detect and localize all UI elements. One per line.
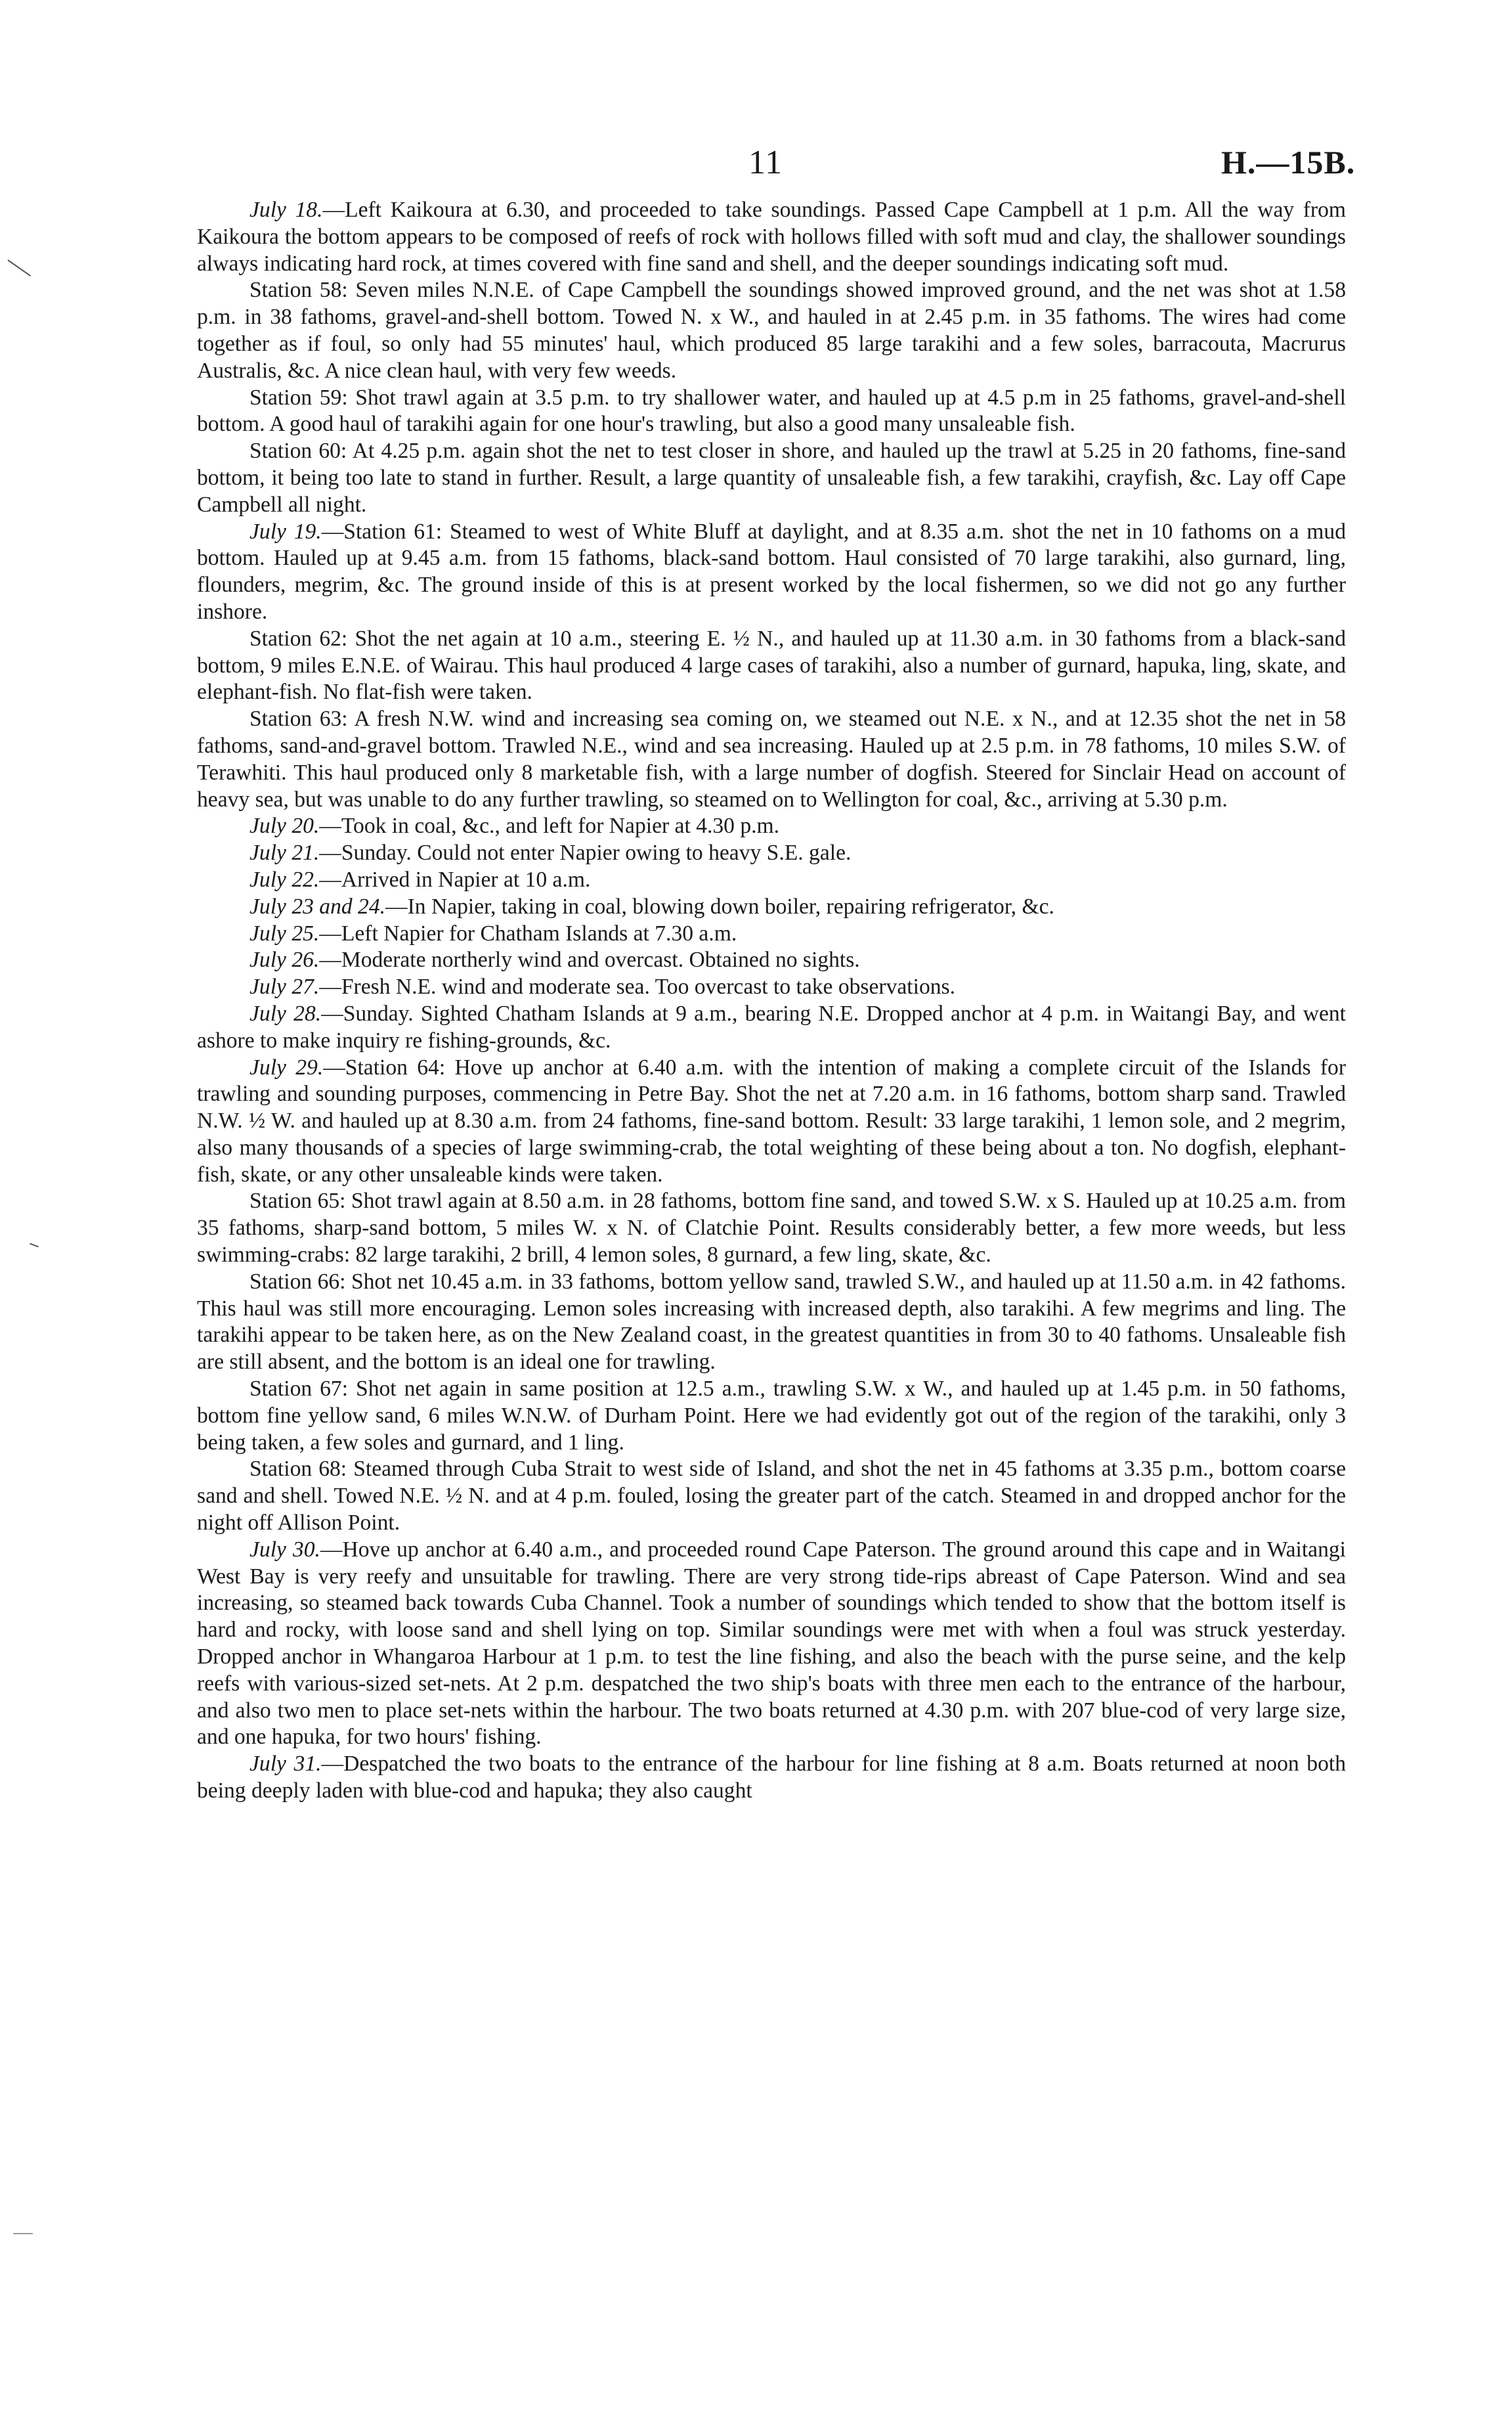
entry-text: —Sunday. Sighted Chatham Islands at 9 a.m., bearing N.E. Dropped anchor at 4 p.m. in Waitangi Bay, and went ashore to make inquiry re fishing-grounds, &c. xyxy=(197,1001,1347,1053)
entry-text: Station 68: Steamed through Cuba Strait to west side of Island, and shot the net in 45 fathoms at 3.35 p.m., bottom coarse sand and shell. Towed N.E. ½ N. and at 4 p.m. fouled, losing the greater part of the catch. Steamed in and dropped anchor for the night off Allison Point. xyxy=(197,1457,1346,1535)
paragraph xyxy=(197,277,1346,384)
entry-date: July 27. xyxy=(249,975,320,1000)
document-reference: H.—15B. xyxy=(1221,144,1356,181)
entry-date: July 18. xyxy=(249,198,323,222)
paragraph xyxy=(197,1055,1346,1189)
margin-mark xyxy=(13,2233,33,2234)
entry-text: Station 60: At 4.25 p.m. again shot the net to test closer in shore, and hauled up the trawl at 5.25 in 20 fathoms, fine-sand bottom, it being too late to stand in further. Result, a large quantity of unsaleable fish, a few tarakihi, crayfish, &c. Lay off Cape Campbell all night. xyxy=(197,439,1346,517)
entry-text: —In Napier, taking in coal, blowing down boiler, repairing refrigerator, &c. xyxy=(385,894,1054,919)
entry-date: July 19. xyxy=(249,519,322,544)
paragraph xyxy=(197,519,1346,626)
entry-date: July 22. xyxy=(249,867,320,892)
entry-text: Station 67: Shot net again in same position at 12.5 a.m., trawling S.W. x W., and hauled up at 1.45 p.m. in 50 fathoms, bottom fine yellow sand, 6 miles W.N.W. of Durham Point. Here we had evidently got out of the region of the tarakihi, only 3 being taken, a few soles and gurnard, and 1 ling. xyxy=(197,1377,1346,1455)
paragraph xyxy=(197,706,1346,813)
entry-text: Station 58: Seven miles N.N.E. of Cape Campbell the soundings showed improved ground, and the net was shot at 1.58 p.m. in 38 fathoms, gravel-and-shell bottom. Towed N. x W., and hauled in at 2.45 p.m. in 35 fathoms. The wires had come together as if foul, so only had 55 minutes' haul, which produced 85 large tarakihi and a few soles, barracouta, Macrurus Australis, &c. A nice clean haul, with very few weeds. xyxy=(197,278,1346,383)
entry-text: —Moderate northerly wind and overcast. Obtained no sights. xyxy=(319,948,860,973)
entry-text: Station 59: Shot trawl again at 3.5 p.m. to try shallower water, and hauled up at 4.5 p.m in 25 fathoms, gravel-and-shell bottom. A good haul of tarakihi again for one hour's trawling, but also a good many unsaleable fish. xyxy=(197,385,1346,437)
entry-text: —Station 64: Hove up anchor at 6.40 a.m. with the intention of making a complete circuit of the Islands for trawling and sounding purposes, commencing in Petre Bay. Shot the net at 7.20 a.m. in 16 fathoms, bottom sharp sand. Trawled N.W. ½ W. and hauled up at 8.30 a.m. from 24 fathoms, fine-sand bottom. Result: 33 large tarakihi, 1 lemon sole, and 2 megrim, also many thousands of a species of large swimming-crab, the total weighting of these being about a ton. No dogfish, elephant-fish, skate, or any other unsaleable kinds were taken. xyxy=(197,1055,1347,1187)
margin-mark xyxy=(7,259,31,276)
entry-text: —Left Napier for Chatham Islands at 7.30 a.m. xyxy=(319,921,737,946)
entry-text: —Despatched the two boats to the entrance of the harbour for line fishing at 8 a.m. Boats returned at noon both being deeply laden with blue-cod and hapuka; they also caught xyxy=(197,1752,1347,1803)
entry-text: —Took in coal, &c., and left for Napier at 4.30 p.m. xyxy=(319,814,780,839)
entry-date: July 30. xyxy=(249,1537,320,1562)
entry-date: July 23 and 24. xyxy=(249,894,386,919)
entry-text: Station 63: A fresh N.W. wind and increasing sea coming on, we steamed out N.E. x N., and at 12.35 shot the net in 58 fathoms, sand-and-gravel bottom. Trawled N.E., wind and sea increasing. Hauled up at 2.5 p.m. in 78 fathoms, 10 miles S.W. of Terawhiti. This haul produced only 8 marketable fish, with a large number of dogfish. Steered for Sinclair Head on account of heavy sea, but was unable to do any further trawling, so steamed on to Wellington for coal, &c., arriving at 5.30 p.m. xyxy=(197,707,1346,812)
journal-body xyxy=(197,197,1346,1805)
paragraph xyxy=(197,921,1346,948)
paragraph xyxy=(197,1537,1346,1751)
entry-text: —Station 61: Steamed to west of White Bluff at daylight, and at 8.35 a.m. shot the net in 10 fathoms on a mud bottom. Hauled up at 9.45 a.m. from 15 fathoms, black-sand bottom. Haul consisted of 70 large tarakihi, also gurnard, ling, flounders, megrim, &c. The ground inside of this is at present worked by the local fishermen, so we did not go any further inshore. xyxy=(197,519,1346,624)
paragraph xyxy=(197,894,1346,921)
entry-text: —Fresh N.E. wind and moderate sea. Too overcast to take observations. xyxy=(319,975,955,1000)
paragraph xyxy=(197,813,1346,840)
paragraph xyxy=(197,947,1346,974)
margin-mark xyxy=(30,1243,39,1248)
entry-date: July 25. xyxy=(249,921,320,946)
page-number: 11 xyxy=(748,144,783,181)
paragraph xyxy=(197,197,1346,277)
entry-text: —Sunday. Could not enter Napier owing to heavy S.E. gale. xyxy=(319,841,852,866)
entry-text: Station 65: Shot trawl again at 8.50 a.m. in 28 fathoms, bottom fine sand, and towed S.W. x S. Hauled up at 10.25 a.m. from 35 fathoms, sharp-sand bottom, 5 miles W. x N. of Clatchie Point. Results considerably better, a few more weeds, but less swimming-crabs: 82 large tarakihi, 2 brill, 4 lemon soles, 8 gurnard, a few ling, skate, &c. xyxy=(197,1189,1346,1268)
paragraph xyxy=(197,438,1346,518)
paragraph xyxy=(197,1376,1346,1456)
entry-date: July 28. xyxy=(249,1001,322,1026)
entry-text: —Arrived in Napier at 10 a.m. xyxy=(319,867,591,892)
entry-text: —Hove up anchor at 6.40 a.m., and proceeded round Cape Paterson. The ground around this cape and in Waitangi West Bay is very reefy and unsuitable for trawling. There are very strong tide-rips abreast of Cape Paterson. Wind and sea increasing, so steamed back towards Cuba Channel. Took a number of soundings which tended to show that the bottom itself is hard and rocky, with loose sand and shell lying on top. Similar soundings were met with when a foul was struck yesterday. Dropped anchor in Whangaroa Harbour at 1 p.m. to test the line fishing, and also the beach with the purse seine, and the kelp reefs with various-sized set-nets. At 2 p.m. despatched the two ship's boats with three men each to the entrance of the harbour, and also two men to place set-nets within the harbour. The two boats returned at 4.30 p.m. with 207 blue-cod of very large size, and one hapuka, for two hours' fishing. xyxy=(197,1537,1346,1750)
paragraph xyxy=(197,385,1346,439)
paragraph xyxy=(197,867,1346,894)
paragraph xyxy=(197,1456,1346,1536)
entry-date: July 21. xyxy=(249,841,320,866)
entry-date: July 29. xyxy=(249,1055,324,1080)
paragraph xyxy=(197,840,1346,867)
paragraph xyxy=(197,974,1346,1001)
paragraph xyxy=(197,1269,1346,1376)
entry-date: July 20. xyxy=(249,814,320,839)
paragraph xyxy=(197,1751,1346,1805)
paragraph xyxy=(197,1001,1346,1055)
entry-text: —Left Kaikoura at 6.30, and proceeded to take soundings. Passed Cape Campbell at 1 p.m. All the way from Kaikoura the bottom appears to be composed of reefs of rock with hollows filled with soft mud and clay, the shallower soundings always indicating hard rock, at times covered with fine sand and shell, and the deeper soundings indicating soft mud. xyxy=(197,198,1346,276)
paragraph xyxy=(197,626,1346,706)
entry-date: July 26. xyxy=(249,948,320,973)
entry-date: July 31. xyxy=(249,1752,322,1777)
entry-text: Station 66: Shot net 10.45 a.m. in 33 fathoms, bottom yellow sand, trawled S.W., and hauled up at 11.50 a.m. in 42 fathoms. This haul was still more encouraging. Lemon soles increasing with increased depth, also tarakihi. A few megrims and ling. The tarakihi appear to be taken here, as on the New Zealand coast, in the greatest quantities in from 30 to 40 fathoms. Unsaleable fish are still absent, and the bottom is an ideal one for trawling. xyxy=(197,1269,1346,1375)
paragraph xyxy=(197,1188,1346,1268)
entry-text: Station 62: Shot the net again at 10 a.m., steering E. ½ N., and hauled up at 11.30 a.m. in 30 fathoms from a black-sand bottom, 9 miles E.N.E. of Wairau. This haul produced 4 large cases of tarakihi, also a number of gurnard, hapuka, ling, skate, and elephant-fish. No flat-fish were taken. xyxy=(197,626,1346,705)
